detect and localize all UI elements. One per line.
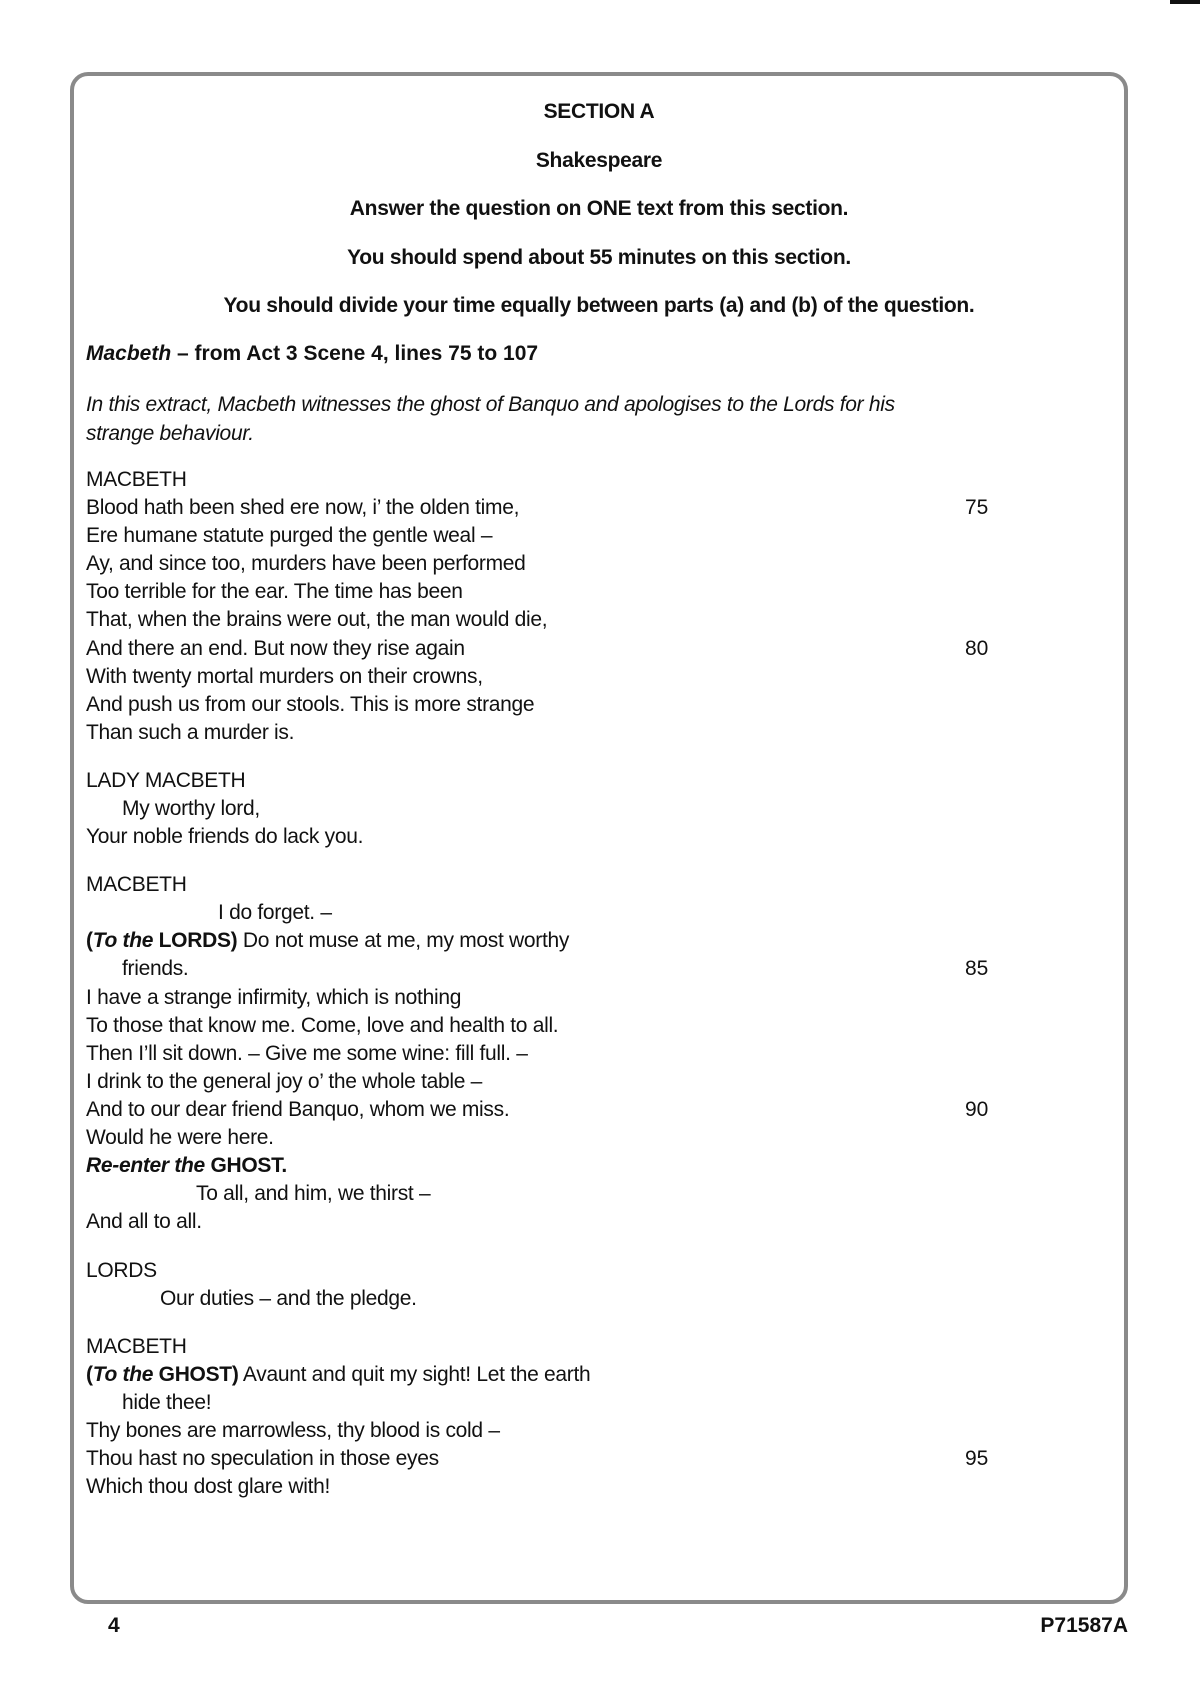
play-title: Macbeth xyxy=(86,342,172,365)
line-number: 95 xyxy=(965,1447,989,1470)
verse-line: Thy bones are marrowless, thy blood is cold – xyxy=(86,1419,500,1442)
extract-title xyxy=(86,342,538,366)
instruction-1: Answer the question on ONE text from this section. xyxy=(349,197,849,220)
line-number: 75 xyxy=(965,496,989,519)
speaker-macbeth: MACBETH xyxy=(86,873,187,896)
verse-line: And there an end. But now they rise again xyxy=(86,637,465,660)
verse-line: Thou hast no speculation in those eyes xyxy=(86,1447,439,1470)
verse-line: hide thee! xyxy=(122,1391,212,1414)
verse-line: Than such a murder is. xyxy=(86,721,295,744)
verse-line: Would he were here. xyxy=(86,1126,274,1149)
speaker-macbeth: MACBETH xyxy=(86,468,187,491)
verse-line: friends. xyxy=(122,957,189,980)
verse-line: With twenty mortal murders on their crowns, xyxy=(86,665,483,688)
verse-line: And to our dear friend Banquo, whom we miss. xyxy=(86,1098,510,1121)
verse-line: To all, and him, we thirst – xyxy=(196,1182,431,1205)
instruction-2: You should spend about 55 minutes on this section. xyxy=(347,246,851,269)
verse-line: I have a strange infirmity, which is nothing xyxy=(86,986,462,1009)
verse-line: (To the LORDS) Do not muse at me, my most worthy xyxy=(86,929,570,952)
verse-line: Ere humane statute purged the gentle weal – xyxy=(86,524,493,547)
verse-line: And all to all. xyxy=(86,1210,202,1233)
verse-line: Our duties – and the pledge. xyxy=(160,1287,417,1310)
line-number: 90 xyxy=(965,1098,989,1121)
verse-line: Then I’ll sit down. – Give me some wine: fill full. – xyxy=(86,1042,528,1065)
verse-line: My worthy lord, xyxy=(122,797,260,820)
page-number: 4 xyxy=(108,1614,120,1637)
corner-mark xyxy=(1170,0,1200,4)
speaker-macbeth: MACBETH xyxy=(86,1335,187,1358)
subject-heading: Shakespeare xyxy=(535,149,663,172)
verse-line: Blood hath been shed ere now, i’ the olden time, xyxy=(86,496,520,519)
stage-direction: (To the LORDS) xyxy=(86,929,238,952)
verse-line: (To the GHOST) Avaunt and quit my sight! Let the earth xyxy=(86,1363,591,1386)
speaker-lords: LORDS xyxy=(86,1259,157,1282)
verse-line: That, when the brains were out, the man would die, xyxy=(86,608,548,631)
stage-direction: Re-enter the GHOST. xyxy=(86,1154,287,1177)
verse-line: And push us from our stools. This is more strange xyxy=(86,693,535,716)
verse-line: I do forget. – xyxy=(218,901,332,924)
verse-line: I drink to the general joy o’ the whole table – xyxy=(86,1070,483,1093)
section-heading: SECTION A xyxy=(543,100,655,123)
line-number: 80 xyxy=(965,637,989,660)
verse-line: Which thou dost glare with! xyxy=(86,1475,331,1498)
instruction-3: You should divide your time equally between parts (a) and (b) of the question. xyxy=(223,294,975,317)
verse-line: Too terrible for the ear. The time has been xyxy=(86,580,463,603)
verse-line: Ay, and since too, murders have been performed xyxy=(86,552,526,575)
line-number: 85 xyxy=(965,957,989,980)
stage-direction: (To the GHOST) xyxy=(86,1363,239,1386)
extract-intro: In this extract, Macbeth witnesses the ghost of Banquo and apologises to the Lords for his strange behaviour. xyxy=(86,393,895,445)
extract-location: – from Act 3 Scene 4, lines 75 to 107 xyxy=(171,342,539,365)
verse-line: To those that know me. Come, love and health to all. xyxy=(86,1014,559,1037)
verse-line: Your noble friends do lack you. xyxy=(86,825,364,848)
speaker-lady-macbeth: LADY MACBETH xyxy=(86,769,246,792)
paper-code: P71587A xyxy=(1040,1614,1128,1637)
